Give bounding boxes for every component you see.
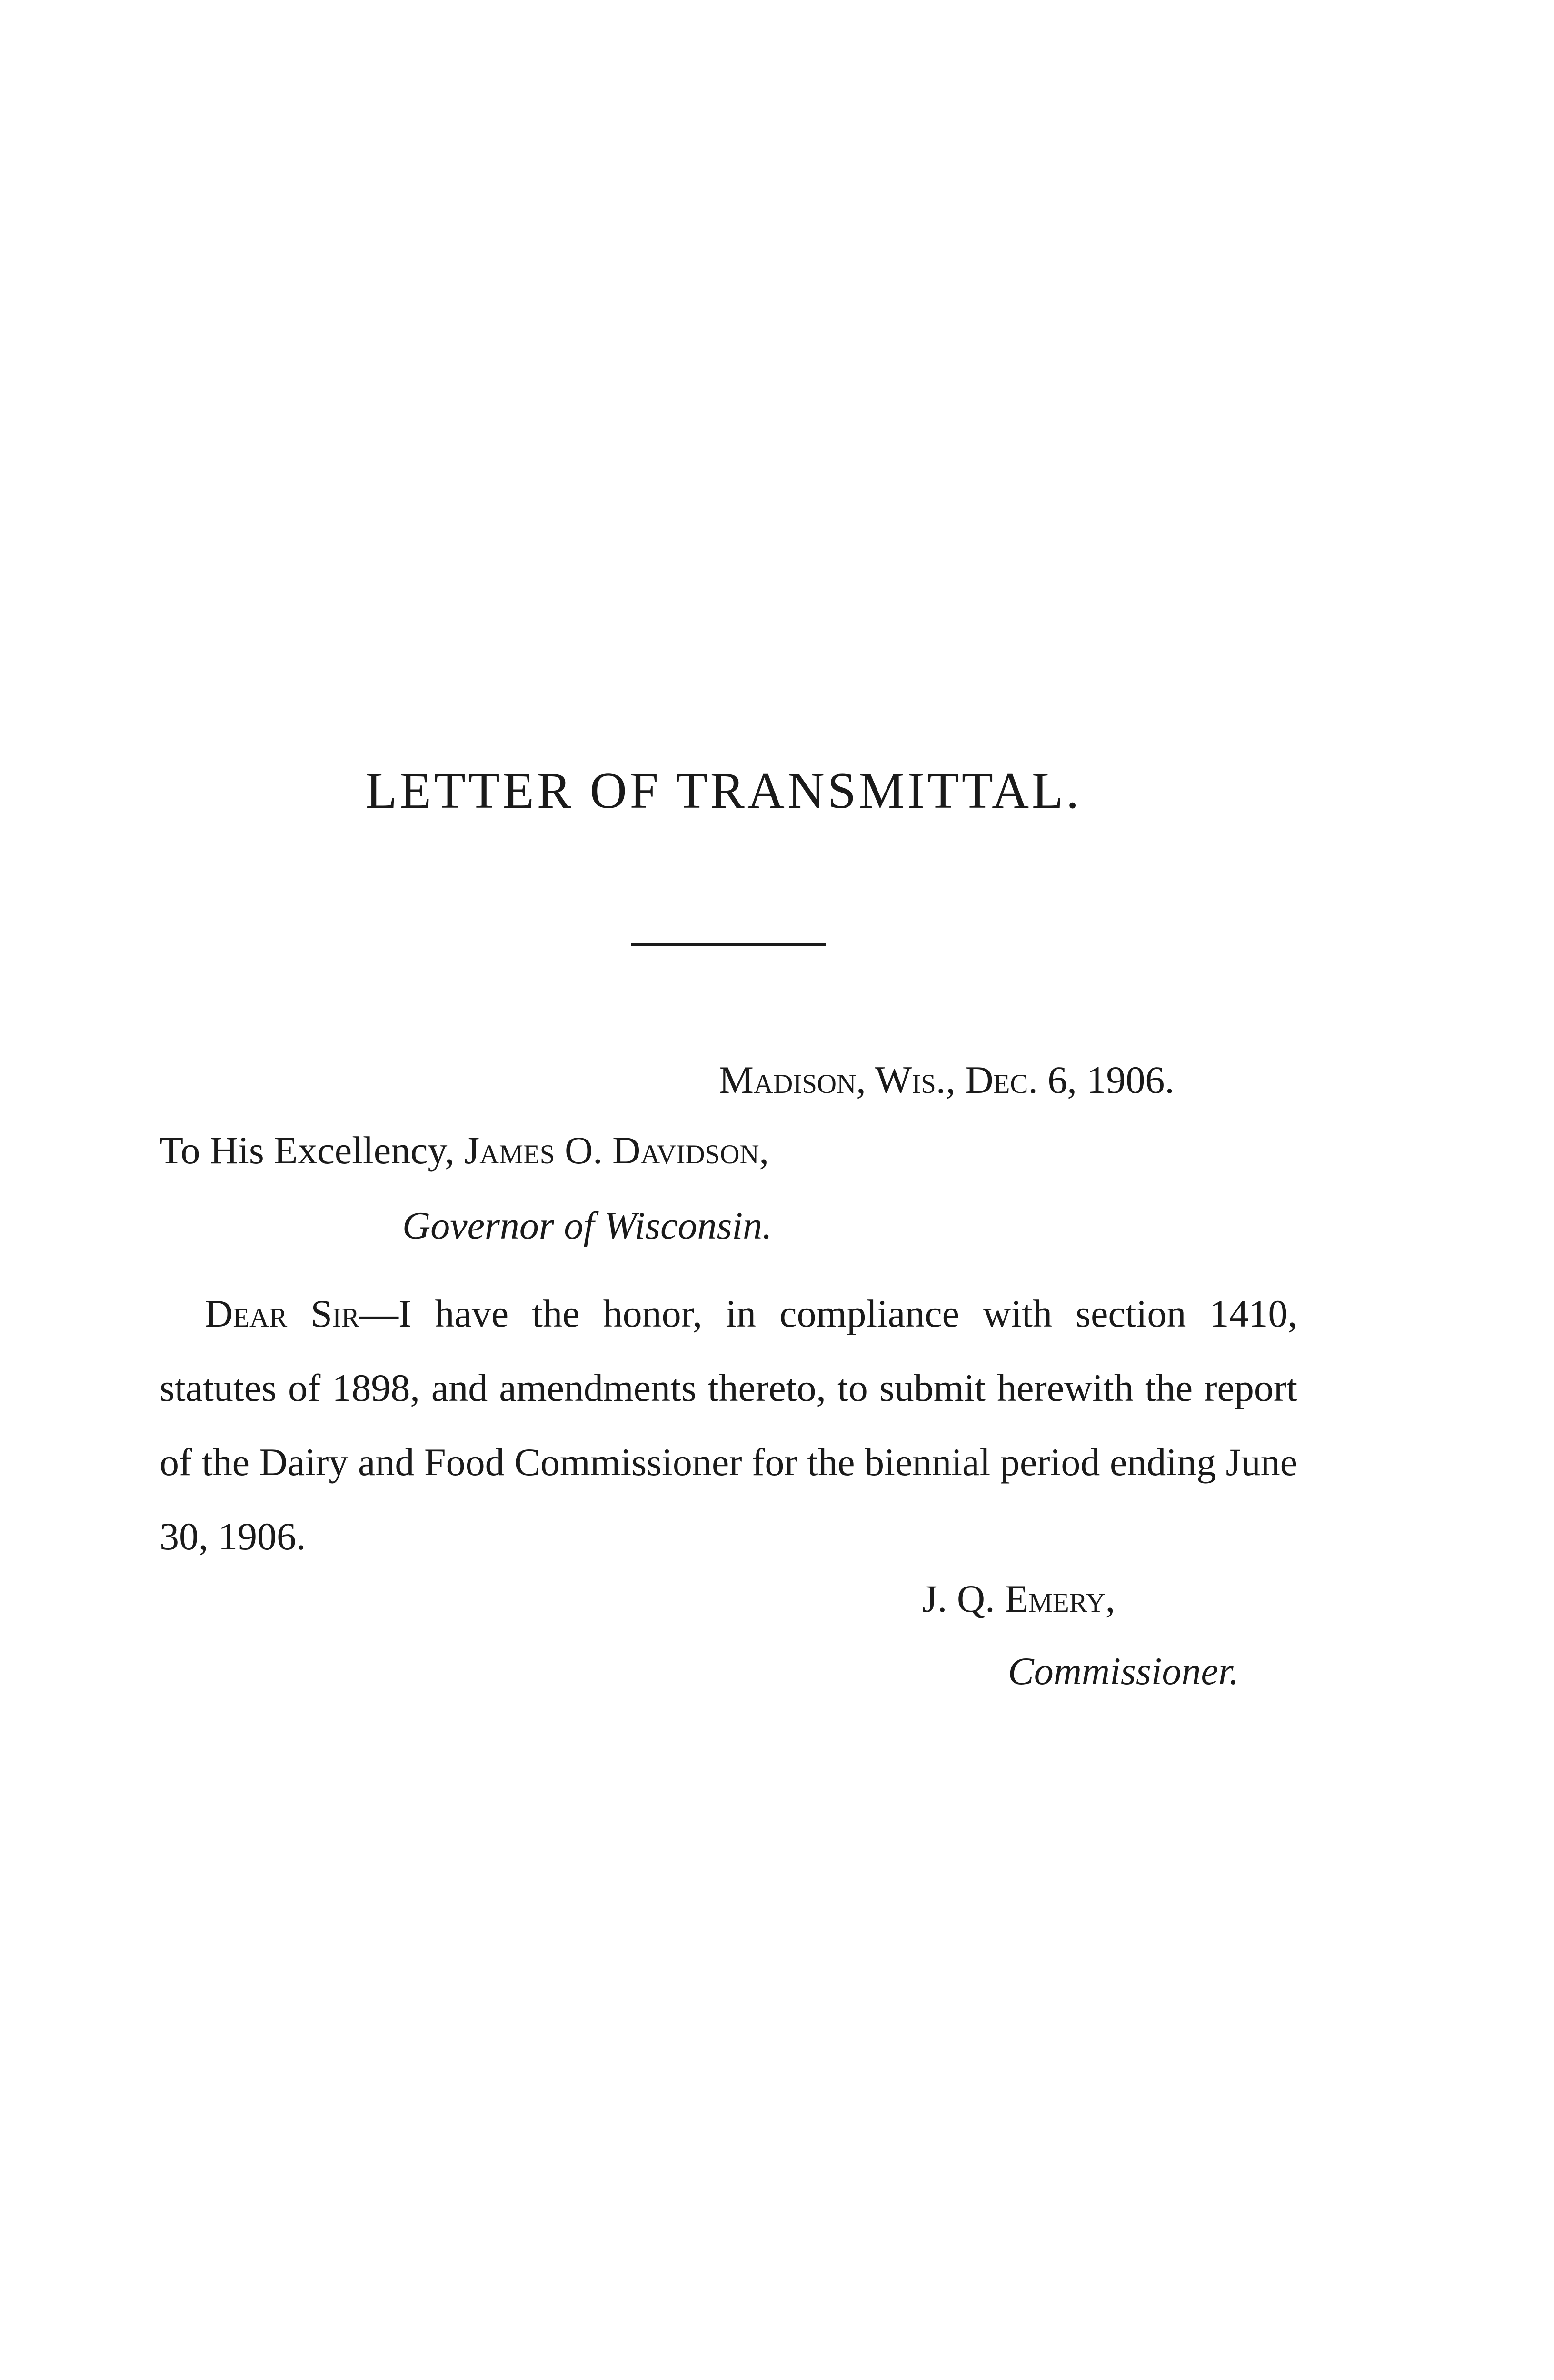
addressee-line bbox=[159, 1131, 769, 1170]
addressee-title: Governor of Wisconsin. bbox=[402, 1204, 772, 1247]
addressee-prefix: To His Excellency, bbox=[159, 1129, 455, 1172]
title-divider bbox=[631, 943, 826, 946]
page-title: LETTER OF TRANSMITTAL. bbox=[365, 763, 1082, 819]
signer-title: Commissioner. bbox=[1008, 1649, 1239, 1693]
addressee-name: James O. Davidson, bbox=[464, 1129, 769, 1172]
letter-body bbox=[159, 1277, 1297, 1574]
letter-body-text: —I have the honor, in compliance with section 1410, statutes of 1898, and amendments thereto, to submit herewith the report of the Dairy and Food Commissioner for the biennial period ending June 30, 1906. bbox=[159, 1292, 1297, 1558]
signer-name: J. Q. Emery, bbox=[922, 1577, 1116, 1620]
salutation: Dear Sir bbox=[205, 1292, 359, 1335]
dateline: Madison, Wis., Dec. 6, 1906. bbox=[719, 1058, 1175, 1101]
